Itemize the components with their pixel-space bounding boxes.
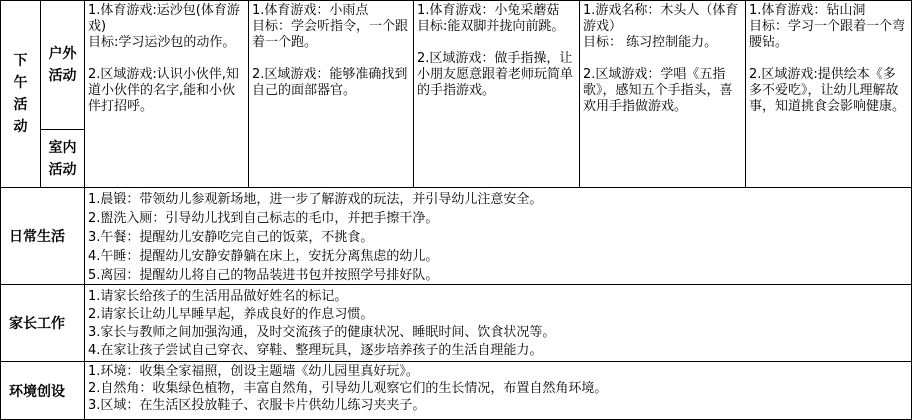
parent-work-item: 3.家长与教师之间加强沟通，及时交流孩子的健康状况、睡眠时间、饮食状况等。 xyxy=(88,325,556,340)
day-2-activity xyxy=(248,0,414,188)
day-5-activity xyxy=(745,0,912,188)
environment-label: 环境创设 xyxy=(9,383,65,400)
outdoor-game: 1.体育游戏：小兔采蘑菇 xyxy=(417,3,560,18)
indoor-activity-header xyxy=(40,129,85,188)
area-game: 2.区域游戏：学唱《五指歌》，感知五个手指头，喜欢用手指做游戏。 xyxy=(583,67,733,114)
indoor-activity-label: 室内活动 xyxy=(48,139,77,178)
parent-work-label: 家长工作 xyxy=(9,316,65,332)
daily-life-label: 日常生活 xyxy=(9,229,65,245)
area-game: 2.区域游戏:提供绘本《多多不爱吃》，让幼儿理解故事，知道挑食会影响健康。 xyxy=(749,67,906,114)
outdoor-game: 1.体育游戏：钻山洞 xyxy=(749,3,866,18)
day-4-activity xyxy=(579,0,746,188)
area-game: 2.区域游戏：能够准确找到自己的面部器官。 xyxy=(252,67,408,98)
environment-content xyxy=(84,361,912,420)
parent-work-header xyxy=(0,284,85,362)
daily-life-item: 5.离园：提醒幼儿将自己的物品装进书包并按照学号排好队。 xyxy=(88,268,439,283)
parent-work-item: 4.在家让孩子尝试自己穿衣、穿鞋、整理玩具，逐步培养孩子的生活自理能力。 xyxy=(88,343,543,358)
afternoon-activity-label: 下午活动 xyxy=(13,53,28,135)
outdoor-game: 1.体育游戏:运沙包(体育游戏) xyxy=(88,3,240,34)
environment-header xyxy=(0,361,85,420)
outdoor-game: 1.体育游戏：小雨点 xyxy=(252,3,369,18)
daily-life-item: 1.晨锻：带领幼儿参观新场地，进一步了解游戏的玩法，并引导幼儿注意安全。 xyxy=(88,192,543,207)
outdoor-goal: 目标：学会听指令，一个跟着一个跑。 xyxy=(252,19,409,50)
outdoor-activity-header xyxy=(40,0,85,130)
area-game: 2.区域游戏：做手指操，让小朋友愿意跟着老师玩简单的手指游戏。 xyxy=(417,51,574,98)
parent-work-content xyxy=(84,284,912,362)
afternoon-activity-header xyxy=(0,0,41,188)
environment-item: 3.区域：在生活区投放鞋子、衣服卡片供幼儿练习夹夹子。 xyxy=(88,398,426,413)
parent-work-item: 2.请家长让幼儿早睡早起，养成良好的作息习惯。 xyxy=(88,307,374,322)
area-game: 2.区域游戏:认识小伙伴,知道小伙伴的名字,能和小伙伴打招呼。 xyxy=(88,67,239,114)
parent-work-item: 1.请家长给孩子的生活用品做好姓名的标记。 xyxy=(88,289,348,304)
outdoor-goal: 目标:学习运沙包的动作。 xyxy=(88,35,236,50)
outdoor-game: 1.游戏名称：木头人（体育游戏） xyxy=(583,3,739,34)
daily-life-header xyxy=(0,187,85,285)
daily-life-item: 2.盥洗入厕：引导幼儿找到自己标志的毛巾，并把手擦干净。 xyxy=(88,211,439,226)
outdoor-goal: 目标：学习一个跟着一个弯腰钻。 xyxy=(749,19,906,50)
daily-life-item: 4.午睡：提醒幼儿安静安静躺在床上，安抚分离焦虑的幼儿。 xyxy=(88,249,439,264)
outdoor-goal: 目标:能双脚并拢向前跳。 xyxy=(417,19,565,34)
outdoor-goal: 目标： 练习控制能力。 xyxy=(583,35,718,50)
daily-life-content xyxy=(84,187,912,285)
daily-life-item: 3.午餐：提醒幼儿安静吃完自己的饭菜，不挑食。 xyxy=(88,230,374,245)
day-1-activity xyxy=(84,0,249,188)
environment-item: 2.自然角：收集绿色植物，丰富自然角，引导幼儿观察它们的生长情况，布置自然角环境。 xyxy=(88,381,608,396)
day-3-activity xyxy=(413,0,580,188)
outdoor-activity-label: 户外活动 xyxy=(48,46,77,84)
environment-item: 1.环境：收集全家福照，创设主题墙《幼儿园里真好玩》。 xyxy=(88,364,419,379)
